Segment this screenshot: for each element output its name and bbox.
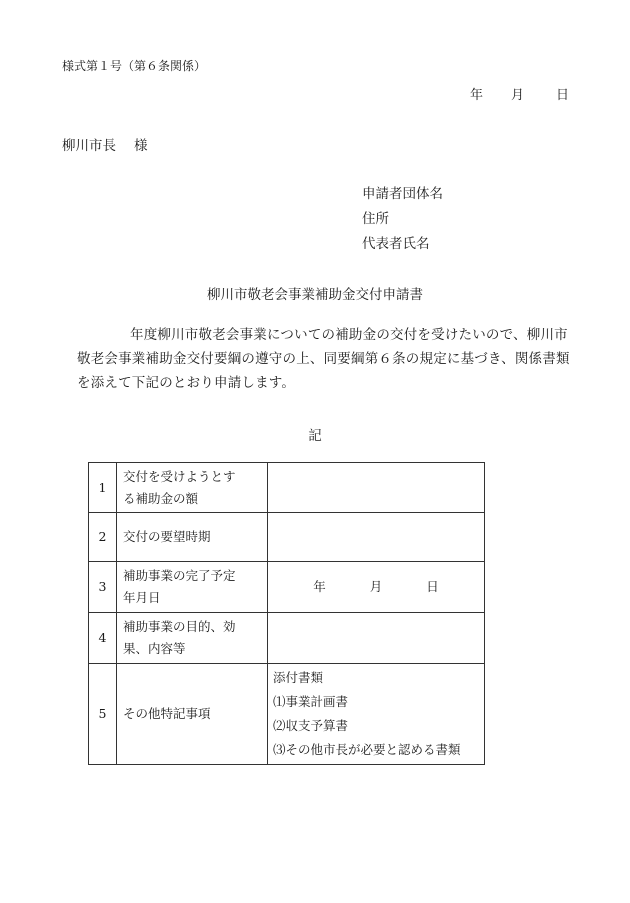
- row-number: 4: [89, 613, 117, 664]
- row-number: 2: [89, 513, 117, 562]
- addressee: [62, 134, 148, 154]
- requested-timing-field[interactable]: [268, 513, 485, 562]
- applicant-org-name-label: 申請者団体名: [362, 186, 443, 202]
- date-month-label: 月: [511, 88, 525, 103]
- attachments-heading: 添付書類: [273, 670, 324, 685]
- form-number: 様式第１号（第６条関係）: [62, 59, 207, 73]
- table-row: [89, 613, 485, 664]
- completion-date-field[interactable]: [268, 562, 485, 613]
- document-title: 柳川市敬老会事業補助金交付申請書: [207, 287, 423, 303]
- date-day-label: 日: [556, 88, 570, 103]
- body-line-3: を添えて下記のとおり申請します。: [77, 375, 296, 391]
- body-line-1: 年度柳川市敬老会事業についての補助金の交付を受けたいので、柳川市: [130, 327, 568, 343]
- date-year-label: 年: [470, 88, 484, 103]
- submission-date: [470, 84, 569, 103]
- addressee-name: 柳川市長: [62, 138, 116, 154]
- attachment-item: ⑶その他市長が必要と認める書類: [273, 742, 461, 757]
- attachments-cell: [268, 664, 485, 765]
- attachment-item: ⑵収支予算書: [273, 718, 349, 733]
- addressee-honorific: 様: [134, 138, 148, 154]
- body-line-2: 敬老会事業補助金交付要綱の遵守の上、同要綱第６条の規定に基づき、関係書類: [77, 351, 570, 367]
- application-body: [77, 323, 577, 395]
- purpose-effect-content-field[interactable]: [268, 613, 485, 664]
- table-row: [89, 664, 485, 765]
- attachment-item: ⑴事業計画書: [273, 694, 349, 709]
- row-number: 3: [89, 562, 117, 613]
- row-label: 補助事業の完了予定 年月日: [117, 562, 268, 613]
- row-label: その他特記事項: [117, 664, 268, 765]
- completion-year-label: 年: [313, 579, 326, 594]
- applicant-representative-label: 代表者氏名: [362, 236, 430, 252]
- row-label: 交付の要望時期: [117, 513, 268, 562]
- row-number: 1: [89, 463, 117, 513]
- table-row: [89, 562, 485, 613]
- table-row: [89, 463, 485, 513]
- completion-month-label: 月: [369, 579, 383, 594]
- row-label: 補助事業の目的、効 果、内容等: [117, 613, 268, 664]
- completion-day-label: 日: [426, 579, 439, 594]
- row-number: 5: [89, 664, 117, 765]
- application-details-table: [88, 462, 485, 765]
- subsidy-amount-field[interactable]: [268, 463, 485, 513]
- applicant-address-label: 住所: [362, 211, 389, 227]
- row-label: 交付を受けようとす る補助金の額: [117, 463, 268, 513]
- ki-heading: 記: [308, 428, 322, 444]
- table-row: [89, 513, 485, 562]
